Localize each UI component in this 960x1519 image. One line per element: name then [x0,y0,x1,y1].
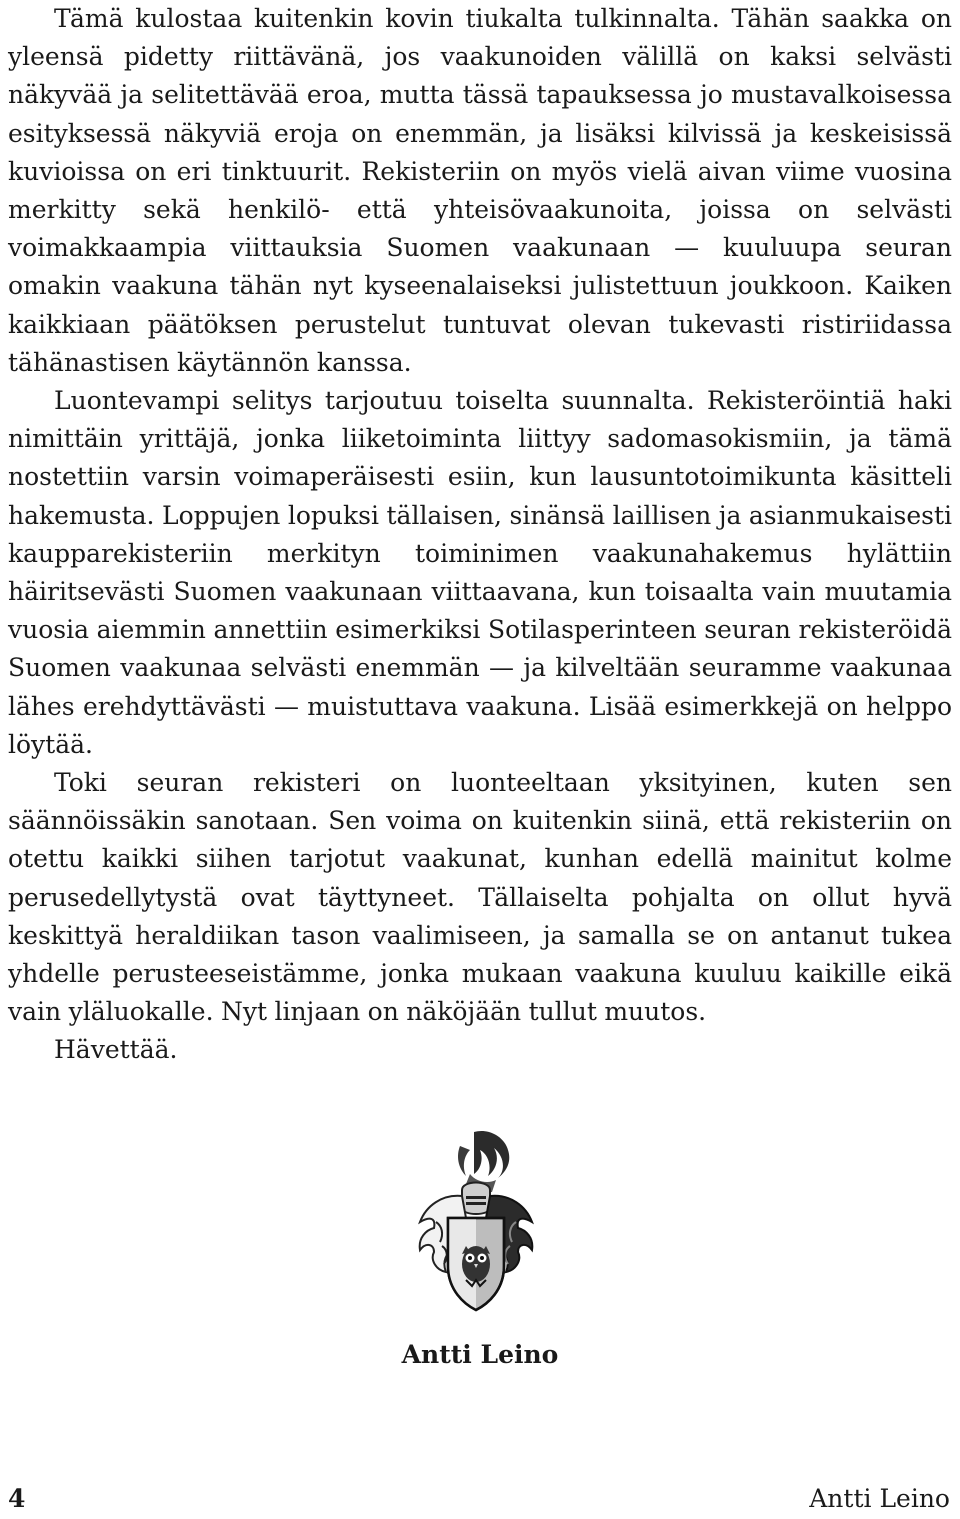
article-body [8,0,952,1070]
running-footer-author: Antti Leino [809,1484,950,1513]
paragraph-2: Luontevampi selitys tarjoutuu toiselta suunnalta. Rekisteröintiä haki nimittäin yrittäjä, jonka liiketoiminta liittyy sadomasokismiin, ja tämä nostettiin varsin voimaperäisesti esiin, kun lausuntotoimikunta käsitteli hakemusta. Loppujen lopuksi tällaisen, sinänsä laillisen ja asianmukaisesti kaupparekisteriin merkityn toiminimen vaakunahakemus hylättiin häiritsevästi Suomen vaakunaan viittaavana, kun toisaalta vain muutamia vuosia aiemmin annettiin esimerkiksi Sotilasperinteen seuran rekisteröidä Suomen vaakunaa selvästi enemmän — ja kilveltään seuramme vaakunaa lähes erehdyttävästi — muistuttava vaakuna. Lisää esimerkkejä on helppo löytää. [8,386,952,759]
author-signature: Antti Leino [401,1340,559,1369]
coat-of-arms-icon [396,1126,556,1326]
paragraph-3: Toki seuran rekisteri on luonteeltaan yksityinen, kuten sen säännöissäkin sanotaan. Sen voima on kuitenkin siinä, että rekisteriin on otettu kaikki siihen tarjotut vaakunat, kunhan edellä mainitut kolme perusedellytystä ovat täyttyneet. Tällaiselta pohjalta on ollut hyvä keskittyä heraldiikan tason vaalimiseen, ja samalla se on antanut tukea yhdelle perusteeseistämme, jonka mukaan vaakuna kuuluu kaikille eikä vain yläluokalle. Nyt linjaan on näköjään tullut muutos. [8,768,952,1027]
page-number: 4 [8,1484,26,1513]
paragraph-1: Tämä kulostaa kuitenkin kovin tiukalta tulkinnalta. Tähän saakka on yleensä pidetty riittävänä, jos vaakunoiden välillä on kaksi selvästi näkyvää ja selitettävää eroa, mutta tässä tapauksessa jo mustavalkoisessa esityksessä näkyviä eroja on enemmän, ja lisäksi kilvissä ja keskeisissä kuvioissa on eri tinktuurit. Rekisteriin on myös vielä aivan viime vuosina merkitty sekä henkilö- että yhteisövaakunoita, joissa on selvästi voimakkaampia viittauksia Suomen vaakunaan — kuuluupa seuran omakin vaakuna tähän nyt kyseenalaiseksi julistettuun joukkoon. Kaiken kaikkiaan päätöksen perustelut tuntuvat olevan tukevasti ristiriidassa tähänastisen käytännön kanssa. [8,4,952,377]
paragraph-4: Hävettää. [54,1035,178,1065]
